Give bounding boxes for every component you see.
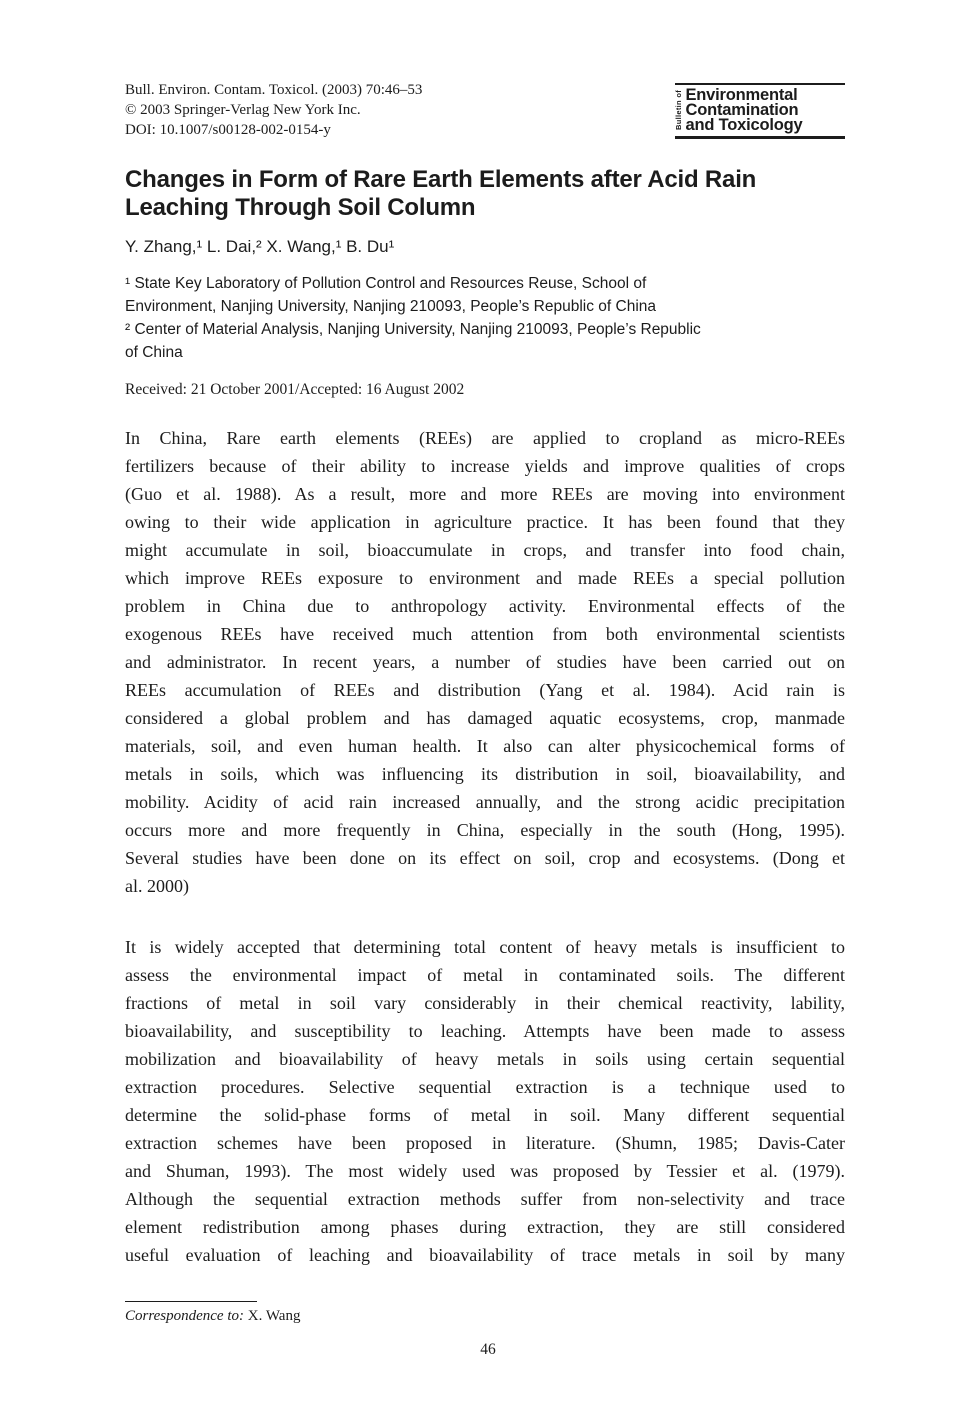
journal-logo-title: [686, 88, 803, 132]
text-line: useful evaluation of leaching and bioavailability of trace metals in soil by many: [125, 1245, 845, 1265]
text-line: fertilizers because of their ability to increase yields and improve qualities of crops: [125, 456, 845, 476]
text-line: mobility. Acidity of acid rain increased annually, and the strong acidic precipitation: [125, 792, 845, 812]
doi-line: DOI: 10.1007/s00128-002-0154-y: [125, 122, 331, 138]
journal-logo-inner: [675, 88, 845, 132]
text-line: Several studies have been done on its effect on soil, crop and ecosystems. (Dong et: [125, 848, 845, 868]
journal-logo-line: Contamination: [685, 100, 799, 119]
text-line: problem in China due to anthropology activity. Environmental effects of the: [125, 596, 845, 616]
text-line: (Guo et al. 1988). As a result, more and more REEs are moving into environment: [125, 484, 845, 504]
text-line: considered a global problem and has damaged aquatic ecosystems, crop, manmade: [125, 708, 845, 728]
text-line: bioavailability, and susceptibility to leaching. Attempts have been made to assess: [125, 1021, 845, 1041]
text-line: assess the environmental impact of metal in contaminated soils. The different: [125, 965, 845, 985]
text-line: element redistribution among phases during extraction, they are still considered: [125, 1217, 845, 1237]
text-line: al. 2000): [125, 876, 189, 896]
text-line: Although the sequential extraction methods suffer from non-selectivity and trace: [125, 1189, 845, 1209]
text-line: It is widely accepted that determining total content of heavy metals is insufficient to: [125, 937, 845, 957]
page-number: 46: [480, 1341, 496, 1358]
paragraph-2: [125, 933, 845, 1269]
text-line: exogenous REEs have received much attention from both environmental scientists: [125, 624, 845, 644]
text-line: occurs more and more frequently in China, especially in the south (Hong, 1995).: [125, 820, 845, 840]
publication-info: [125, 80, 422, 140]
page-title: [125, 166, 845, 222]
paragraph-1: [125, 424, 845, 900]
copyright-line: © 2003 Springer-Verlag New York Inc.: [125, 102, 361, 118]
journal-logo-vertical-text: Bulletin of: [674, 90, 683, 131]
text-line: ² Center of Material Analysis, Nanjing University, Nanjing 210093, People’s Republic: [125, 321, 701, 338]
text-line: ¹ State Key Laboratory of Pollution Control and Resources Reuse, School of: [125, 275, 647, 292]
footnote-rule: [125, 1301, 257, 1302]
page-title-line: Changes in Form of Rare Earth Elements after Acid Rain: [125, 166, 757, 193]
text-line: mobilization and bioavailability of heavy metals in soils using certain sequential: [125, 1049, 845, 1069]
journal-logo-line: and Toxicology: [685, 115, 803, 134]
text-line: extraction procedures. Selective sequential extraction is a technique used to: [125, 1077, 845, 1097]
journal-citation-line: Bull. Environ. Contam. Toxicol. (2003) 70:46–53: [125, 82, 423, 98]
text-line: might accumulate in soil, bioaccumulate in crops, and transfer into food chain,: [125, 540, 845, 560]
affiliations: [125, 272, 845, 364]
journal-logo: [675, 83, 845, 139]
text-line: determine the solid-phase forms of metal in soil. Many different sequential: [125, 1105, 845, 1125]
text-line: materials, soil, and even human health. It also can alter physicochemical forms of: [125, 736, 845, 756]
page-title-line: Leaching Through Soil Column: [125, 194, 476, 221]
text-line: metals in soils, which was influencing its distribution in soil, bioavailability, and: [125, 764, 845, 784]
text-line: Environment, Nanjing University, Nanjing 210093, People’s Republic of China: [125, 298, 657, 315]
received-accepted-line: Received: 21 October 2001/Accepted: 16 August 2002: [125, 381, 465, 398]
text-line: and Shuman, 1993). The most widely used was proposed by Tessier et al. (1979).: [125, 1161, 845, 1181]
text-line: of China: [125, 344, 183, 361]
text-line: fractions of metal in soil vary considerably in their chemical reactivity, lability,: [125, 993, 845, 1013]
text-line: extraction schemes have been proposed in literature. (Shumn, 1985; Davis-Cater: [125, 1133, 845, 1153]
text-line: owing to their wide application in agriculture practice. It has been found that they: [125, 512, 845, 532]
masthead: [125, 80, 845, 140]
correspondence-label: Correspondence to:: [125, 1308, 245, 1324]
text-line: In China, Rare earth elements (REEs) are applied to cropland as micro-REEs: [125, 428, 845, 448]
text-line: REEs accumulation of REEs and distribution (Yang et al. 1984). Acid rain is: [125, 680, 845, 700]
authors-line: Y. Zhang,¹ L. Dai,² X. Wang,¹ B. Du¹: [125, 237, 395, 256]
correspondence-value: X. Wang: [244, 1308, 301, 1324]
correspondence-footnote: [125, 1301, 300, 1326]
text-line: and administrator. In recent years, a number of studies have been carried out on: [125, 652, 845, 672]
text-line: which improve REEs exposure to environment and made REEs a special pollution: [125, 568, 845, 588]
journal-logo-line: Environmental: [685, 86, 798, 104]
